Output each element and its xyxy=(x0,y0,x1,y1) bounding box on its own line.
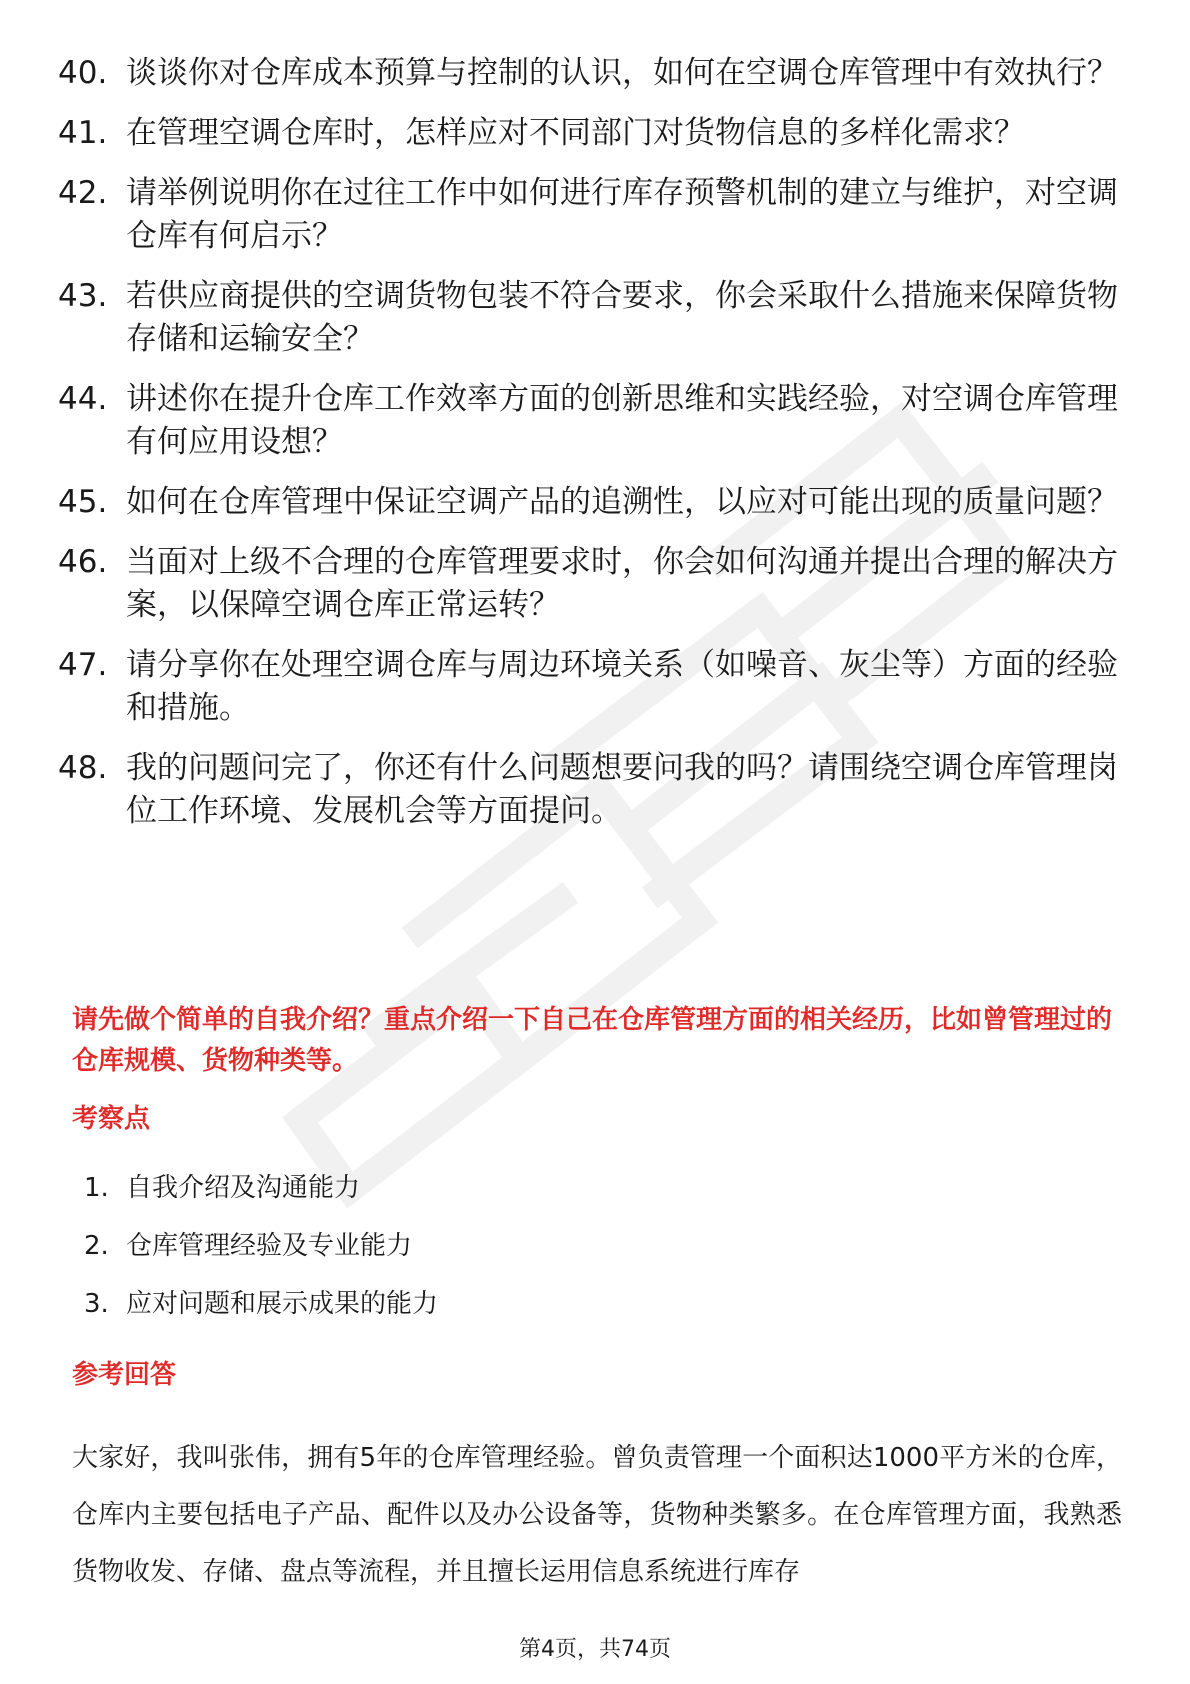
page-footer: 第4页，共74页 xyxy=(519,1637,671,1662)
question-item xyxy=(58,747,1118,833)
question-item xyxy=(58,378,1118,464)
question-text: 当面对上级不合理的仓库管理要求时，你会如何沟通并提出合理的解决方案，以保障空调仓库正常运转？ xyxy=(126,544,1118,623)
assessment-item xyxy=(84,1284,438,1324)
question-item xyxy=(58,481,1118,524)
assessment-list xyxy=(84,1168,438,1342)
assessment-number: 2. xyxy=(84,1231,109,1261)
question-text: 请举例说明你在过往工作中如何进行库存预警机制的建立与维护，对空调仓库有何启示？ xyxy=(126,175,1118,254)
assessment-number: 1. xyxy=(84,1173,109,1203)
question-number: 43. xyxy=(58,278,108,314)
assessment-text: 应对问题和展示成果的能力 xyxy=(126,1289,439,1319)
question-item xyxy=(58,172,1118,258)
question-number: 42. xyxy=(58,175,108,211)
question-number: 47. xyxy=(58,647,108,683)
question-item xyxy=(58,112,1118,155)
assessment-number: 3. xyxy=(84,1289,109,1319)
assessment-text: 仓库管理经验及专业能力 xyxy=(126,1231,413,1261)
question-text: 如何在仓库管理中保证空调产品的追溯性，以应对可能出现的质量问题？ xyxy=(126,484,1118,520)
assessment-item xyxy=(84,1226,438,1266)
question-text: 请分享你在处理空调仓库与周边环境关系（如噪音、灰尘等）方面的经验和措施。 xyxy=(126,647,1118,726)
question-number: 46. xyxy=(58,544,108,580)
question-text: 在管理空调仓库时，怎样应对不同部门对货物信息的多样化需求？ xyxy=(126,115,1025,151)
assessment-title: 考察点 xyxy=(72,1104,151,1134)
question-item xyxy=(58,541,1118,627)
reference-answer: 大家好，我叫张伟，拥有5年的仓库管理经验。曾负责管理一个面积达1000平方米的仓库，仓库内主要包括电子产品、配件以及办公设备等，货物种类繁多。在仓库管理方面，我熟悉货物收发、存储、盘点等流程，并且擅长运用信息系统进行库存 xyxy=(72,1443,1122,1587)
question-number: 40. xyxy=(58,55,108,91)
question-number: 45. xyxy=(58,484,108,520)
question-text: 讲述你在提升仓库工作效率方面的创新思维和实践经验，对空调仓库管理有何应用设想？ xyxy=(126,381,1118,460)
assessment-text: 自我介绍及沟通能力 xyxy=(126,1173,361,1203)
question-item xyxy=(58,52,1118,95)
question-item xyxy=(58,644,1118,730)
reference-title: 参考回答 xyxy=(72,1360,177,1390)
question-item xyxy=(58,275,1118,361)
question-text: 我的问题问完了，你还有什么问题想要问我的吗？请围绕空调仓库管理岗位工作环境、发展机会等方面提问。 xyxy=(126,750,1118,829)
interview-prompt: 请先做个简单的自我介绍？重点介绍一下自己在仓库管理方面的相关经历，比如曾管理过的仓库规模、货物种类等。 xyxy=(72,1005,1113,1076)
question-number: 41. xyxy=(58,115,108,151)
question-number: 48. xyxy=(58,750,108,786)
question-number: 44. xyxy=(58,381,108,417)
question-text: 若供应商提供的空调货物包装不符合要求，你会采取什么措施来保障货物存储和运输安全？ xyxy=(126,278,1118,357)
question-list xyxy=(58,52,1118,850)
assessment-item xyxy=(84,1168,438,1208)
question-text: 谈谈你对仓库成本预算与控制的认识，如何在空调仓库管理中有效执行？ xyxy=(126,55,1118,91)
